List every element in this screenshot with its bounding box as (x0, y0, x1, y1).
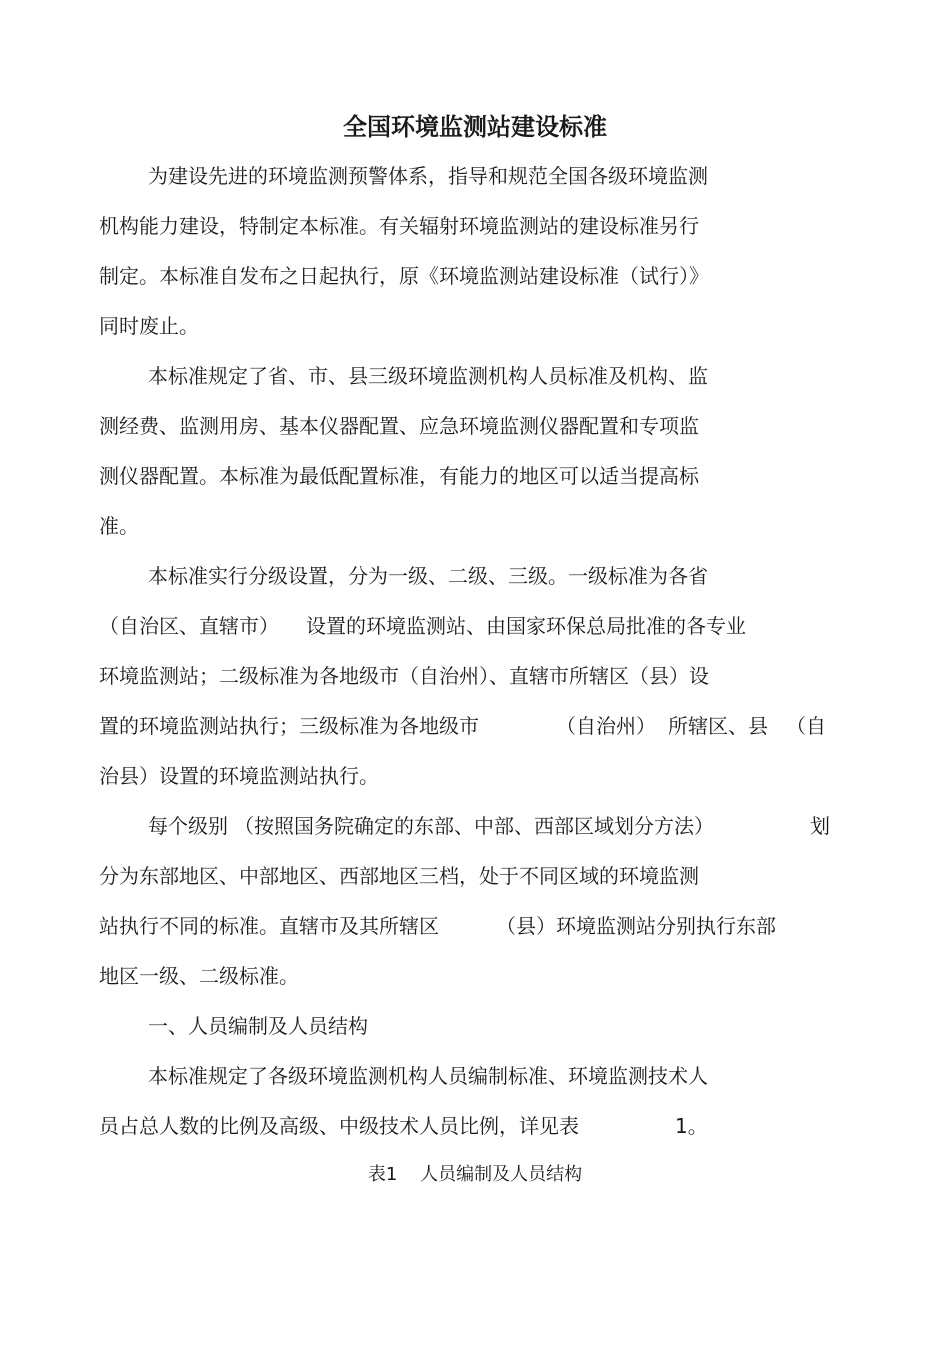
text-segment: 设置的环境监测站、由国家环保总局批准的各专业 (306, 614, 746, 638)
paragraph-3-line-5 (0, 762, 950, 790)
text-segment: （自治州） (556, 714, 656, 738)
text-segment: 员占总人数的比例及高级、中级技术人员比例，详见表 (99, 1114, 579, 1138)
text-segment: 本标准规定了各级环境监测机构人员编制标准、环境监测技术人 (148, 1064, 708, 1088)
paragraph-3-line-1 (0, 562, 950, 590)
text-segment: 所辖区、县 (668, 714, 768, 738)
text-segment: 每个级别 (148, 814, 228, 838)
table-caption: 表1 人员编制及人员结构 (367, 1164, 583, 1185)
paragraph-2-line-4 (0, 512, 950, 540)
text-segment: 同时废止。 (99, 314, 199, 338)
text-segment: 测经费、监测用房、基本仪器配置、应急环境监测仪器配置和专项监 (99, 414, 699, 438)
paragraph-4-line-3 (0, 912, 950, 940)
text-segment: （自治区、直辖市） (99, 614, 279, 638)
text-segment: 本标准规定了省、市、县三级环境监测机构人员标准及机构、监 (148, 364, 708, 388)
paragraph-2-line-1 (0, 362, 950, 390)
paragraph-2-line-2 (0, 412, 950, 440)
paragraph-4-line-4 (0, 962, 950, 990)
paragraph-3-line-3 (0, 662, 950, 690)
document-title: 全国环境监测站建设标准 (343, 113, 607, 141)
text-segment: 置的环境监测站执行；三级标准为各地级市 (99, 714, 479, 738)
text-segment: 划 (810, 814, 830, 838)
text-segment: （按照国务院确定的东部、中部、西部区域划分方法） (234, 814, 714, 838)
paragraph-3-line-2 (0, 612, 950, 640)
text-segment: 为建设先进的环境监测预警体系，指导和规范全国各级环境监测 (148, 164, 708, 188)
paragraph-1-line-3 (0, 262, 950, 290)
text-segment: 地区一级、二级标准。 (99, 964, 299, 988)
section-heading (0, 1012, 950, 1040)
text-segment: 治县）设置的环境监测站执行。 (99, 764, 379, 788)
text-segment: （自 (786, 714, 826, 738)
paragraph-1-line-2 (0, 212, 950, 240)
text-segment: 准。 (99, 514, 139, 538)
paragraph-4-line-1 (0, 812, 950, 840)
text-segment: 制定。本标准自发布之日起执行，原《环境监测站建设标准（试行）》 (99, 264, 709, 288)
text-segment: 1。 (675, 1114, 708, 1138)
text-segment: 本标准实行分级设置，分为一级、二级、三级。一级标准为各省 (148, 564, 708, 588)
paragraph-2-line-3 (0, 462, 950, 490)
paragraph-6-line-2 (0, 1112, 950, 1140)
paragraph-1-line-1 (0, 162, 950, 190)
text-segment: （县）环境监测站分别执行东部 (496, 914, 776, 938)
text-segment: 分为东部地区、中部地区、西部地区三档，处于不同区域的环境监测 (99, 864, 699, 888)
text-segment: 站执行不同的标准。直辖市及其所辖区 (99, 914, 439, 938)
text-segment: 环境监测站；二级标准为各地级市（自治州）、直辖市所辖区（县）设 (99, 664, 709, 688)
text-segment: 测仪器配置。本标准为最低配置标准，有能力的地区可以适当提高标 (99, 464, 699, 488)
paragraph-1-line-4 (0, 312, 950, 340)
paragraph-4-line-2 (0, 862, 950, 890)
paragraph-3-line-4 (0, 712, 950, 740)
paragraph-6-line-1 (0, 1062, 950, 1090)
text-segment: 一、人员编制及人员结构 (148, 1014, 368, 1038)
text-segment: 机构能力建设，特制定本标准。有关辐射环境监测站的建设标准另行 (99, 214, 699, 238)
